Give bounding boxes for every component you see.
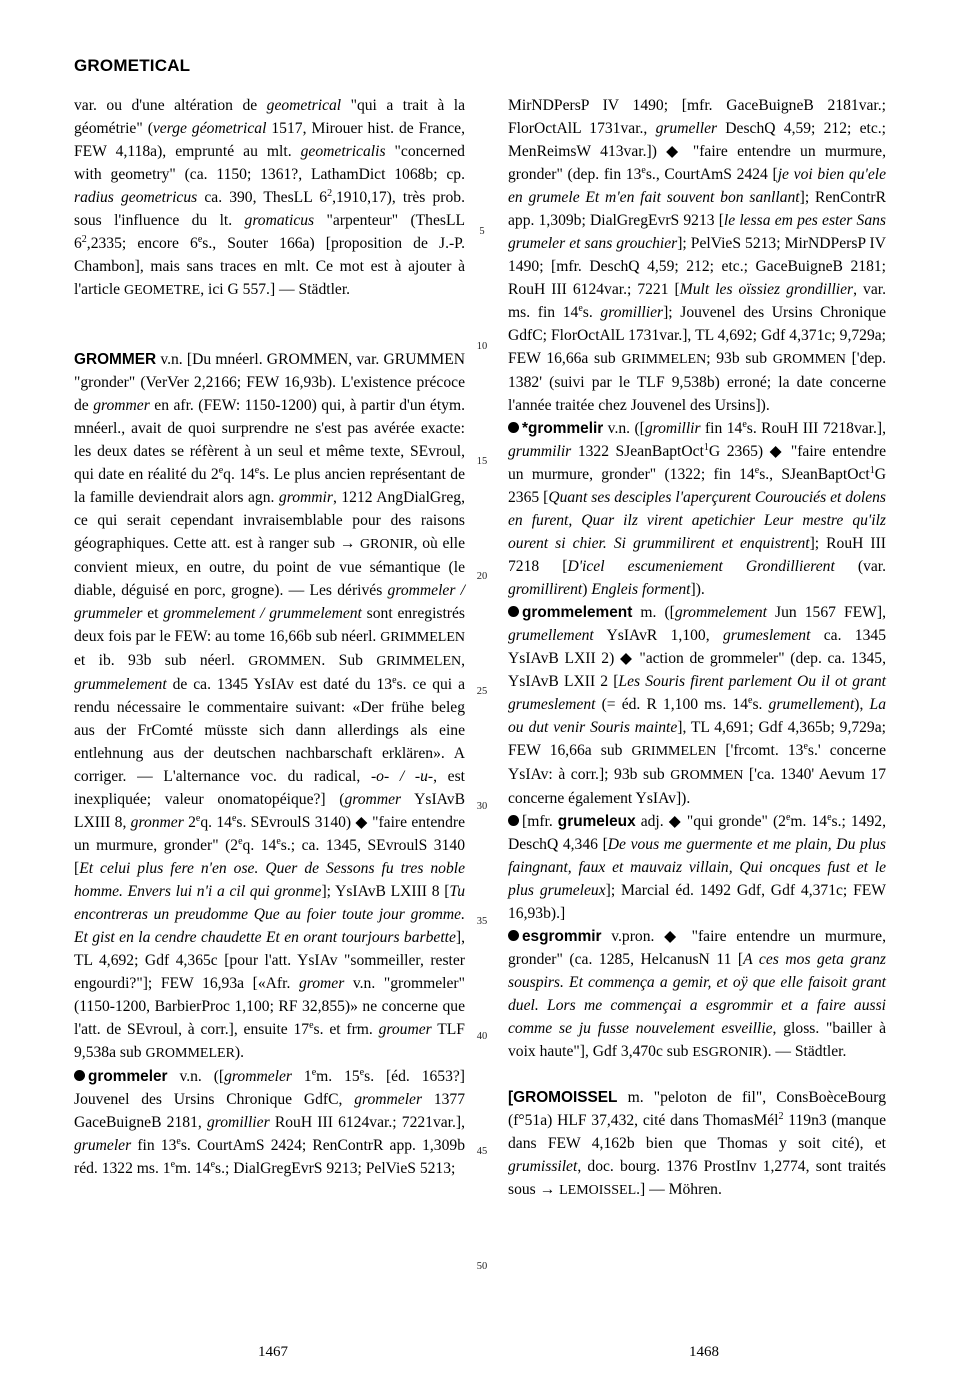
superscript: e [218,464,224,476]
italic-run: grummelement [74,676,167,693]
text-run: .] — Möhren. [636,1181,722,1198]
text-run: 119n3 (manque dans FEW 4,162b bien que Thomas y soit cité), et [508,1112,886,1152]
text-run: m. ([ [632,604,675,621]
superscript: e [742,418,747,430]
text-run: fin 14 [700,420,743,437]
superscript: e [309,1019,314,1031]
cross-reference: GROMMEN [670,768,744,783]
italic-run: D'icel escumeniement Grondillierent [567,558,835,575]
line-number: 25 [476,686,488,697]
page-number-left: 1467 [258,1344,288,1360]
italic-run: A ces mos geta granz souspirs. Et commença a gemir, et oÿ que elle faisoit grant duel. Lors me commençai a esgrommir et a faire aussi comme se ju fusse nouvelement esveillie [508,951,886,1037]
text-run: ]; RenContrR app. 1,309b; DialGregEvrS 9213 [ [508,189,887,229]
text-run: v.n. ([ [167,1068,225,1085]
cross-reference: GROMMEN [248,654,322,669]
superscript: e [578,302,583,314]
line-number: 40 [476,1031,488,1042]
cross-reference: GRIMMELEN [376,654,462,669]
italic-run: grommer [93,397,150,414]
italic-run: je voi bien qu'ele en grumele Et m'en fait souvent bon sanllant [508,166,886,206]
italic-run: grumeslement [722,627,811,644]
line-number: 50 [476,1261,488,1272]
text-run: s.; ca. 1345, SEvroulS 3140 [ [74,837,465,877]
cross-reference: GROMMEN [772,352,846,367]
text-run: ca. 1345 YsIAvB LXII 2) ◆ "action de grommeler" (dep. ca. 1345, YsIAvB LXII 2 [ [508,627,886,690]
superscript: e [827,811,832,823]
text-run: ; 93b sub [706,350,773,367]
text-run: adj. ◆ "qui gronde" (2 [635,813,786,830]
italic-run: Quant ses desciples l'aperçurent Courouciés et dolens en furent, Quar ilz virent apetichier Leur mestre qu'ilz ourent si chier. Si grummilirent et enquistrent [508,489,886,552]
text-run: v.n. [Du mnéerl. GROMMEN, var. GRUMMEN "gronder" (VerVer 2,2166; FEW 16,93b). L'existence précoce de [74,351,465,414]
italic-run: verge géometrical [152,120,267,137]
text-run: "arpenteur" (ThesLL 6 [74,212,465,252]
italic-run: grommeler / grummeler [74,582,465,622]
headword: [GROMOISSEL [508,1089,618,1106]
running-head: GROMETICAL [74,56,191,75]
superscript: e [754,464,760,476]
text-run: q. 14 [242,837,277,854]
text-run: (= éd. R 1,100 ms. 14 [595,696,748,713]
italic-run: grommeler [224,1068,292,1085]
italic-run: gromillir [644,420,701,437]
text-run: , où elle convient mieux, en outre, du point de vue sémantique (le diable, déguisé en porc, grogne). — Les dérivés [74,535,465,599]
line-number: 20 [476,571,488,582]
italic-run: Engleis forment [591,581,691,598]
line-number: 45 [476,1146,488,1157]
text-run: s. RouH III 7218var.], [746,420,886,437]
text-run: s., SJeanBaptOct [759,466,870,483]
text-run: 1 [291,1068,312,1085]
superscript: e [170,1158,176,1170]
text-run: s. SEvroulS 3140) ◆ "faire entendre un murmure, gronder" (2 [74,814,465,854]
italic-run: gromaticus [244,212,315,229]
line-number: 10 [476,341,488,352]
superscript: e [176,1135,181,1147]
italic-run: grumissilet [508,1158,578,1175]
text-run: , doc. bourg. 1376 ProstInv 1,2774, sont traités sous → [508,1158,886,1198]
text-run: v.n. ([ [603,420,645,437]
cross-reference: GEOMETRE [124,283,201,298]
superscript: e [195,812,201,824]
italic-run: La ou dut venir Souris mainte [508,696,886,736]
text-run: en afr. (FEW: 1150-1200) qui, à partir d'un étym. mnéerl., avait de quoi surprendre ne s'est pas avérée exacte: les deux dates se réfèrent à un seul et même texte, SEvroul, qui date en réalité du 2 [74,397,465,483]
text-run: ['frcomt. 13 [716,742,804,759]
text-run: ,1910,17), très prob. sous l'influence du lt. [74,189,465,229]
headword: grommeler [88,1068,168,1085]
superscript: e [392,674,397,686]
entry-grommelement [508,601,886,810]
entry-grometical-tail [74,94,465,302]
text-run: ]; PelVieS 5213; MirNDPersP IV 1490; [mfr. DeschQ 4,59; 212; etc.; GaceBuigneB 2181; RouH III 6124var.; 7221 [ [508,235,886,298]
text-run: ]; Marcial éd. 1492 Gdf, Gdf 4,371c; FEW 16,93b).] [508,882,886,922]
italic-run: grommelement [674,604,767,621]
text-run: ['dep. 1382' (suivi par le TLF 9,538b) erroné; la date concerne l'année traitée chez Jouvenel des Ursins]). [508,350,886,414]
superscript: e [311,1066,317,1078]
superscript: e [238,835,243,847]
entry-bullet-icon [74,1070,85,1081]
text-run: RouH III 6124var.; 7221var.], [269,1114,465,1131]
text-run: YsIAvR 1,100, [593,627,723,644]
text-run: ) [582,581,592,598]
entry-grommeler [74,1065,465,1180]
text-run: DeschQ 4,59; 212; etc.; MenReimsW 413var.]) ◆ "faire entendre un murmure, gronder" (dep. fin 13 [508,120,886,183]
text-run: s.; DialGregEvrS 9213; PelVieS 5213; [215,1160,456,1177]
superscript: 2 [327,187,333,199]
italic-run: grommer [344,791,402,808]
text-run: MirNDPersP IV 1490; [mfr. GaceBuigneB 2181var.; FlorOctAlL 1731var., [508,97,886,137]
text-run: ,2335; encore 6 [86,235,198,252]
headword: esgrommir [522,928,602,945]
text-run: , ici G 557.] — Städtler. [200,281,351,298]
page-number-right: 1468 [689,1344,719,1360]
text-run: , 1212 AngDialGreg, ce qui serait cependant invraisemblable pour des raisons géographiques. Cette att. est à ranger sub → [74,489,465,552]
headword: GROMMER [74,351,157,368]
text-run: q. 14 [200,814,232,831]
text-run: et ib. 93b sub néerl. [74,652,249,669]
italic-run: gromillier [206,1114,270,1131]
superscript: e [197,233,203,245]
superscript: e [210,1158,216,1170]
text-run: s.' concerne YsIAv: à corr.]; 93b sub [508,742,887,783]
text-run: m. 14 [175,1160,211,1177]
entry-gromoissel [508,1086,886,1202]
text-run: TLF 9,538a sub [74,1021,465,1061]
text-run: ), [854,696,870,713]
text-run: ). — Städtler. [762,1043,847,1060]
text-run: ]; Jouvenel des Ursins Chronique GdfC; FlorOctAlL 1731var.], TL 4,692; Gdf 4,371c; 9,729a; FEW 16,66a sub [508,304,886,367]
text-run: ], TL 4,692; Gdf 4,365c [pour l'att. YsIAv "sommeiller, rester engourdi?"]; FEW 16,93a [«Afr. [74,929,465,992]
cross-reference: GROMMELER [145,1046,235,1061]
cross-reference: GRIMMELEN [380,630,465,645]
text-run: [mfr. [522,813,558,830]
italic-run: grommelement / grummelement [163,605,362,622]
text-run: s. [752,696,769,713]
superscript: 1 [869,464,875,476]
text-run: m. "peloton de fil", ConsBoèceBourg (f°51a) HLF 37,432, cité dans ThomasMél [508,1089,886,1129]
italic-run: De vous me guermente et me plain, Du plus faingnant, faux et mauvaiz villain, Qui oncques fust et le plus grumeleux [508,836,886,899]
text-run: , var. ms. fin 14 [508,281,886,321]
text-run: s. [582,304,601,321]
text-run: s., Souter 166a) [proposition de J.-P. Chambon], mais sans traces en mlt. Ce mot est à ajouter à l'article [74,235,466,298]
text-run: "concerned with geometry" (ca. 1150; 1361?, LathamDict 1068b; cp. [74,143,465,183]
cross-reference: ESGRONIR [692,1045,763,1060]
text-run: G 2365) ◆ "faire entendre un murmure, gronder" (1322; fin 14 [508,443,886,483]
text-run: ). [234,1044,245,1061]
italic-run: grummilir [508,443,572,460]
italic-run: radius geometricus [74,189,198,206]
text-run: v.n. "grommeler" (1150-1200, BarbierProc 1,100; RF 32,855)» ne concerne que l'att. de SEvroul, à corr.], ensuite 17 [74,975,465,1038]
entry-grumeleux [508,810,886,925]
cross-reference: GRIMMELEN [631,744,717,759]
text-run: "qui a trait à la géométrie" ( [74,97,465,137]
italic-run: grumellement [508,627,594,644]
text-run: s. CourtAmS 2424; RenContrR app. 1,309b réd. 1322 ms. 1 [74,1137,465,1177]
text-run: s. ce qui a rendu nécessaire le commentaire suivant: «Der frühe beleg aus der FrComté müsste sich dann allerdings als eine entlehnung aus der deutschen nachbarschaft erklären». A corriger. — L'alternance voc. du radical, [74,676,465,785]
text-run: s. Le plus ancien représentant de la famille deviendrait alors agn. [74,466,465,506]
entry-bullet-icon [508,606,519,617]
entry-esgrommir [508,925,886,1064]
italic-run: grommeler [354,1091,423,1108]
text-run: G 2365 [ [508,466,886,506]
text-run: 1377 GaceBuigneB 2181, [74,1091,466,1131]
text-run: , [461,652,466,669]
superscript: e [359,1066,365,1078]
text-run: ]; YsIAvB LXIII 8 [ [321,883,450,900]
entry-bullet-icon [508,422,519,433]
text-run: 1322 SJeanBaptOct [571,443,704,460]
entry-grommer [74,348,465,1065]
superscript: e [254,464,260,476]
text-run: 2 [183,814,196,831]
entry-bullet-icon [508,815,519,826]
text-run: (var. [834,558,887,575]
text-run: q. 14 [223,466,255,483]
text-run: 1517, Mirouer hist. de France, FEW 4,118a), emprunté au mlt. [74,120,465,160]
italic-run: grommir [278,489,333,506]
superscript: 1 [703,441,709,453]
entry-grommelir [508,417,886,601]
text-run: s. et frm. [313,1021,379,1038]
text-run: s.; 1492, DeschQ 4,346 [ [508,813,886,853]
text-run: , est inexpliquée; valeur onomatopéique?] ( [74,768,466,808]
italic-run: geometrical [266,97,342,114]
cross-reference: GRIMMELEN [621,352,707,367]
italic-run: grumeler [74,1137,132,1154]
superscript: e [641,164,646,176]
italic-run: gromillier [600,304,664,321]
cross-reference: LEMOISSEL [559,1183,637,1198]
text-run: ['ca. 1340' Aevum 17 concerne également YsIAv]). [508,766,886,807]
text-run: . Sub [321,652,377,669]
superscript: e [785,811,791,823]
text-run: , gloss. "bailler à voix haute"], Gdf 3,470c sub [508,1020,887,1060]
text-run: sont enregistrés deux fois par le FEW: au tome 16,66b sub néerl. [74,605,465,645]
text-run: ]; RouH III 7218 [ [508,535,886,575]
line-number: 15 [476,456,488,467]
text-run: s., CourtAmS 2424 [ [645,166,778,183]
text-run: var. ou d'une altération de [74,97,267,114]
line-number: 30 [476,801,488,812]
text-run: ], TL 4,691; Gdf 4,365b; 9,729a; FEW 16,66a sub [508,719,886,759]
text-run: ]). [690,581,705,598]
italic-run: grumeller [655,120,718,137]
italic-run: grumellement [768,696,855,713]
italic-run: Mult les oïssiez grondillier [679,281,854,298]
italic-run: geometricalis [300,143,386,160]
text-run: m. 14 [790,813,828,830]
italic-run: gromillirent [508,581,583,598]
italic-run: le lessa em pes ester Sans grumeler et sans grouchier [508,212,886,252]
entry-grommeler-continued [508,94,886,417]
superscript: 2 [81,233,87,245]
italic-run: Les Souris firent parlement Ou il ot grant grumeslement [508,673,887,713]
superscript: 2 [778,1110,784,1122]
entry-bullet-icon [508,930,519,941]
italic-run: gronmer [130,814,184,831]
text-run: m. 15 [316,1068,360,1085]
text-run: ca. 390, ThesLL 6 [197,189,328,206]
line-number: 5 [479,226,485,237]
italic-run: Et celui plus fere n'en ose. Quer de Sessons fu tres noble homme. Envers lui n'i a cil qui gronme [74,860,465,900]
superscript: e [803,740,808,752]
text-run: et [142,605,164,622]
headword: grommelement [522,604,633,621]
headword: grumeleux [557,813,636,830]
italic-run: -o- / -u- [370,768,434,785]
italic-run: gromer [298,975,345,992]
italic-run: groumer [378,1021,432,1038]
text-run: s. [éd. 1653?] Jouvenel des Ursins Chronique GdfC, [74,1068,466,1108]
right-column [508,94,886,1202]
superscript: e [748,694,753,706]
text-run: Jun 1567 FEW], [766,604,886,621]
line-number: 35 [476,916,488,927]
italic-run: Tu encontreras un preudomme Que au foier toute jour gromme. Et gist en la cendre chaudette Et en orant tourjours barbette [74,883,465,946]
superscript: e [231,812,237,824]
text-run: de ca. 1345 YsIAv est daté du 13 [166,676,393,693]
headword: *grommelir [522,420,604,437]
text-run: YsIAvB LXIII 8, [74,791,465,831]
text-run: fin 13 [131,1137,177,1154]
text-run: v.pron. ◆ "faire entendre un murmure, gronder" (ca. 1285, HelcanusN 11 [ [508,928,886,968]
left-column [74,94,465,1180]
cross-reference: GRONIR [359,537,414,552]
superscript: e [276,835,281,847]
